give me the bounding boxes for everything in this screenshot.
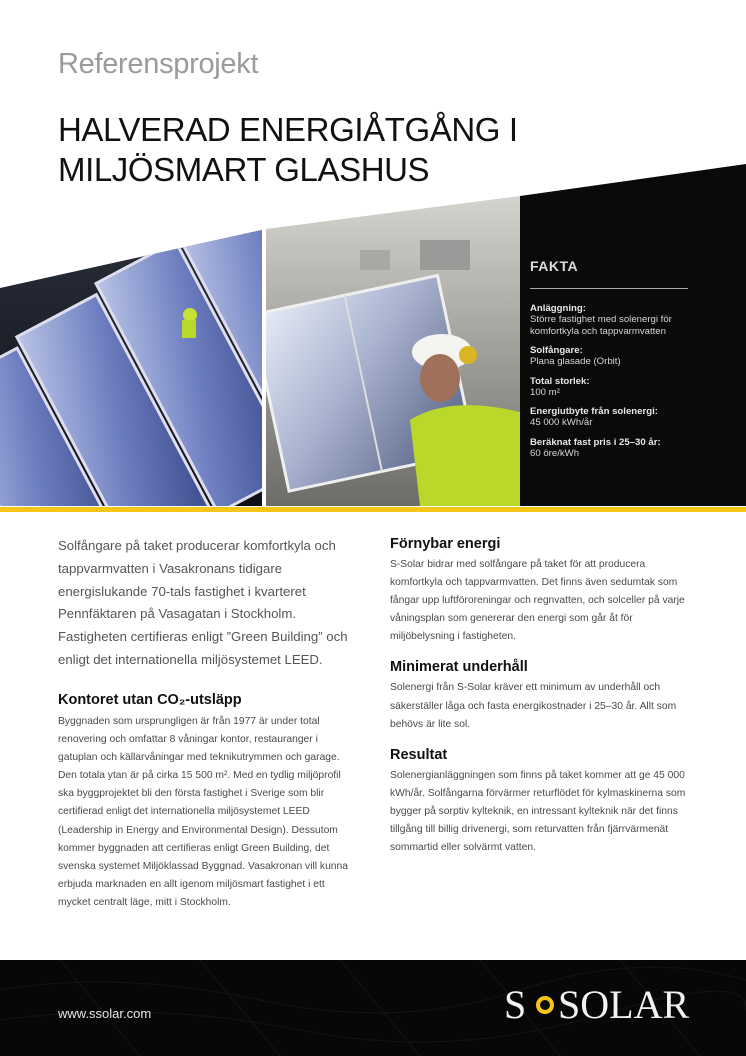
section-body: Solenergianläggningen som finns på taket kommer att ge 45 000 kWh/år. Solfångarna förvärmer returflödet för kylmaskinerna som bygger på sorptiv kylteknik, en intressant kylteknik när det finns tillgång till billig drivenergi, som returvatten från fjärrvärmenät sommartid eller solvärmt vatten. xyxy=(390,769,686,854)
page-headline: HALVERAD ENERGIÅTGÅNG I MILJÖSMART GLASHUS xyxy=(58,111,518,188)
ssolar-logo xyxy=(504,980,714,1026)
fact-value: Plana glasade (Orbit) xyxy=(530,356,621,367)
section-co2 xyxy=(58,692,358,912)
intro-paragraph: Solfångare på taket producerar komfortkyla och tappvarmvatten i Vasakronans tidigare energislukande 70-tals fastighet i kvarteret Pennfäktaren på Vasagatan i Stockholm. Fastigheten certifieras enligt ”Green Building” och enligt det internationella miljösystemet LEED. xyxy=(58,538,348,667)
logo-prefix: S xyxy=(504,982,527,1026)
section-fornybar xyxy=(390,536,700,646)
fact-value: 100 m² xyxy=(530,386,560,398)
fact-label: Solfångare: xyxy=(530,345,583,356)
fact-item xyxy=(530,406,710,429)
fact-value: 60 öre/kWh xyxy=(530,447,580,459)
section-heading: Resultat xyxy=(390,746,448,763)
section-heading: Kontoret utan CO₂-utsläpp xyxy=(58,692,242,708)
facts-title: FAKTA xyxy=(530,258,579,274)
section-body: Solenergi från S-Solar kräver ett minimum av underhåll och säkerställer låga och fasta energikostnader i 25–30 år. Allt som behövs är lite sol. xyxy=(390,682,677,730)
fact-item xyxy=(530,376,710,399)
fact-item xyxy=(530,437,710,460)
kicker-title: Referensprojekt xyxy=(58,48,259,80)
fact-item xyxy=(530,345,710,368)
right-column xyxy=(390,536,700,870)
facts-divider xyxy=(530,288,688,289)
section-body: S-Solar bidrar med solfångare på taket för att producera komfortkyla och tappvarmvatten. Det finns även sedumtak som fångar upp luftföroreningar och regnvatten, och solceller på varje våningsplan som genererar den energi som går åt för miljöbelysning i fastigheten. xyxy=(390,559,685,643)
sun-icon xyxy=(536,996,554,1014)
fact-label: Beräknat fast pris i 25–30 år: xyxy=(530,436,661,448)
logo-wordmark: SOLAR xyxy=(558,982,690,1026)
section-heading: Förnybar energi xyxy=(390,536,501,552)
fact-label: Anläggning: xyxy=(530,303,586,314)
fact-value: Större fastighet med solenergi för komfortkyla och tappvarmvatten xyxy=(530,314,672,337)
section-heading: Minimerat underhåll xyxy=(390,659,528,676)
hero-photo-right xyxy=(252,190,520,506)
fact-label: Total storlek: xyxy=(530,375,590,387)
section-underhall xyxy=(390,659,700,733)
facts-box xyxy=(530,258,710,467)
fact-item xyxy=(530,303,710,337)
footer-url-link[interactable]: www.ssolar.com xyxy=(58,1006,152,1021)
section-body: Byggnaden som ursprungligen är från 1977 är under total renovering och omfattar 8 våningar kontor, restauranger i gatuplan och källarvåningar med teknikutrymmen och garage. Den totala ytan är på cirka 15 500 m². Med en tydlig miljöprofil ska byggprojektet bli den första fastighet i Sverige som blir certifierad enligt det internationella miljösystemet LEED (Leadership in Energy and Environmental Design). Dessutom kommer byggnaden att certifieras enligt Green Building, det svenska systemet Miljöklassad Byggnad. Vasakronan vill kunna erbjuda marknaden en allt igenom miljösmart fastighet i ett mycket centralt läge, mitt i Stockholm. xyxy=(58,716,348,908)
fact-label: Energiutbyte från solenergi: xyxy=(530,406,658,417)
accent-rule xyxy=(0,507,746,512)
section-resultat xyxy=(390,747,700,857)
fact-value: 45 000 kWh/år xyxy=(530,417,593,428)
